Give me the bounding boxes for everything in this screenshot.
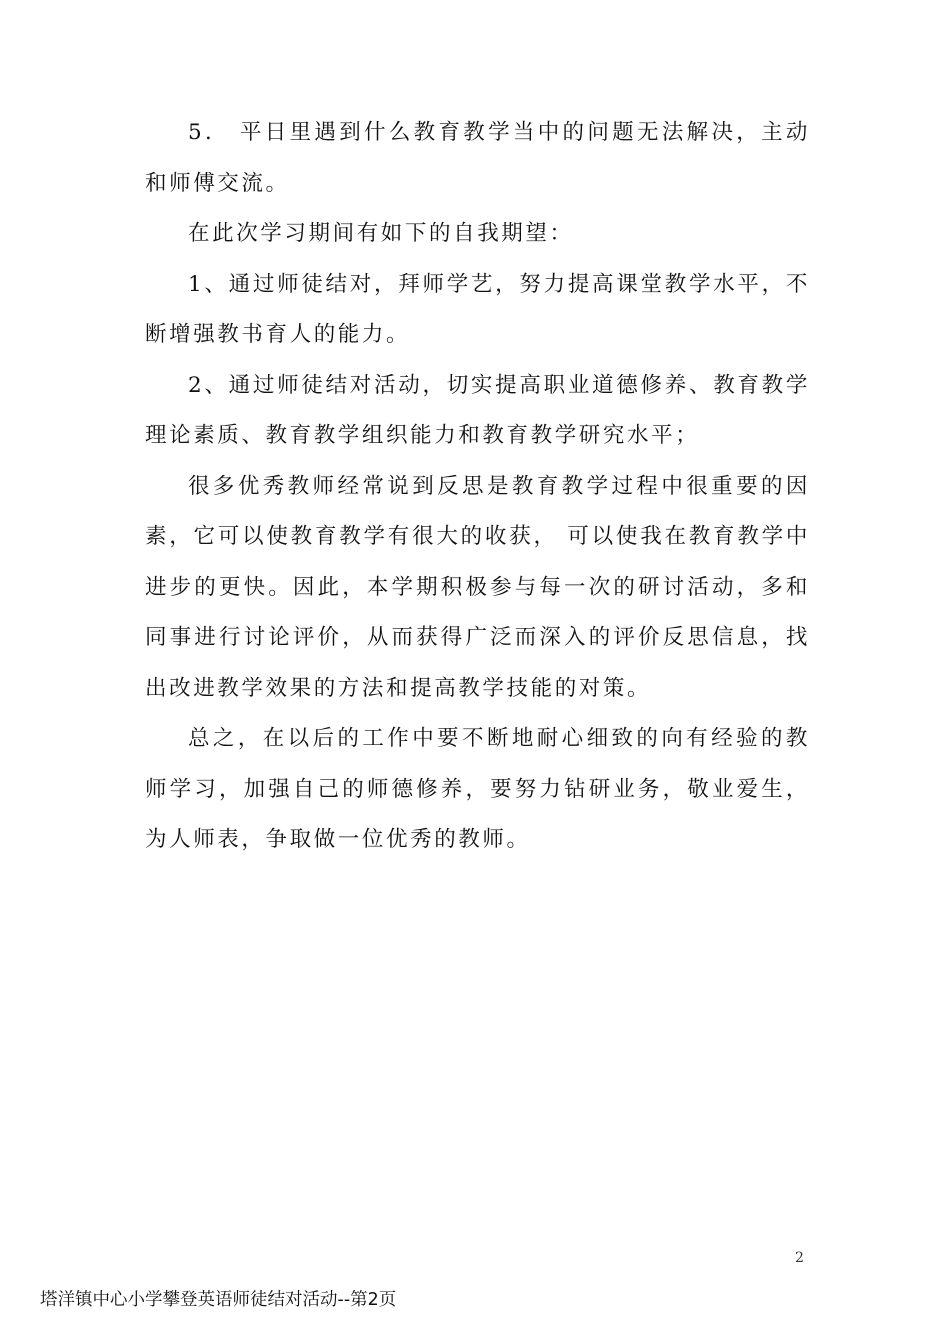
paragraph: 5． 平日里遇到什么教育教学当中的问题无法解决，主动和师傅交流。 (145, 120, 810, 196)
paragraph: 2、通过师徒结对活动，切实提高职业道德修养、教育教学理论素质、教育教学组织能力和教育教学研究水平； (145, 372, 810, 448)
page-footer: 塔洋镇中心小学攀登英语师徒结对活动--第2页 (40, 1290, 397, 1310)
paragraph: 1、通过师徒结对，拜师学艺，努力提高课堂教学水平，不断增强教书育人的能力。 (145, 271, 810, 347)
paragraph: 总之，在以后的工作中要不断地耐心细致的向有经验的教师学习，加强自己的师德修养，要努力钻研业务，敬业爱生，为人师表，争取做一位优秀的教师。 (145, 726, 810, 852)
paragraph: 很多优秀教师经常说到反思是教育教学过程中很重要的因素，它可以使教育教学有很大的收获， 可以使我在教育教学中进步的更快。因此，本学期积极参与每一次的研讨活动，多和同事进行讨论评价，从而获得广泛而深入的评价反思信息，找出改进教学效果的方法和提高教学技能的对策。 (145, 473, 810, 701)
paragraph: 在此次学习期间有如下的自我期望： (188, 221, 574, 246)
document-body (145, 108, 810, 866)
page-number: 2 (795, 1250, 804, 1266)
